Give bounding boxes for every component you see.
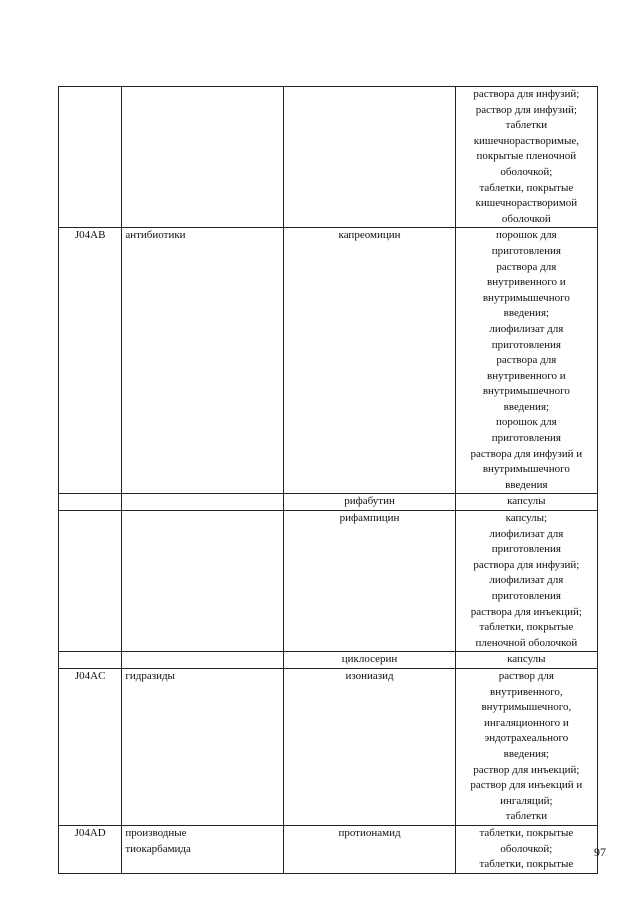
dosage-form-line: раствора для инфузий; xyxy=(473,88,580,100)
drug-name: капреомицин xyxy=(338,229,401,242)
drug-name: рифабутин xyxy=(344,495,395,508)
dosage-form-line: внутримышечного xyxy=(482,463,570,476)
atc-code-cell xyxy=(59,825,122,873)
dosage-form-line: таблетки, покрытые xyxy=(479,621,574,634)
dosage-form-line: капсулы xyxy=(507,653,546,666)
dosage-form-line: раствора для инъекций; xyxy=(470,605,582,618)
atc-code-cell xyxy=(59,494,122,511)
drug-name: изониазид xyxy=(345,669,394,682)
dosage-form-line: ингаляций; xyxy=(500,794,553,807)
dosage-form-line: капсулы xyxy=(507,495,546,508)
dosage-form-line: покрытые пленочной xyxy=(476,150,577,163)
drug-name-cell xyxy=(284,228,455,494)
dosage-form-line: оболочкой xyxy=(501,212,551,225)
group-name-cell xyxy=(122,494,284,511)
dosage-form-line: раствор для инфузий; xyxy=(475,103,577,116)
group-name-cell xyxy=(122,87,284,228)
dosage-form-line: оболочкой; xyxy=(500,842,553,855)
dosage-form-line: таблетки, покрытые xyxy=(479,181,574,194)
dosage-form-line: оболочкой; xyxy=(500,165,553,178)
dosage-form-line: пленочной оболочкой xyxy=(475,636,578,649)
dosage-form-line: кишечнорастворимые, xyxy=(473,134,579,147)
drug-name-cell xyxy=(284,668,455,825)
table-row xyxy=(59,652,598,669)
dosage-form-line: внутримышечного xyxy=(482,291,570,304)
drug-classification-table xyxy=(58,86,598,874)
table-row xyxy=(59,87,598,228)
dosage-form-cell xyxy=(455,494,597,511)
dosage-form-line: внутривенного и xyxy=(487,276,566,289)
dosage-form-line: введения; xyxy=(503,307,550,320)
group-name-line: производные xyxy=(125,826,187,839)
dosage-form-line: порошок для xyxy=(496,229,557,242)
dosage-form-line: лиофилизат для xyxy=(489,322,564,335)
atc-code: J04AD xyxy=(74,826,106,839)
atc-code-cell xyxy=(59,652,122,669)
atc-code-cell xyxy=(59,228,122,494)
dosage-form-line: приготовления xyxy=(491,543,561,556)
dosage-form-line: внутривенного и xyxy=(487,369,566,382)
atc-code-cell xyxy=(59,87,122,228)
dosage-form-line: приготовления xyxy=(491,338,561,351)
dosage-form-line: приготовления xyxy=(491,432,561,445)
table-row xyxy=(59,825,598,873)
dosage-form-line: таблетки, покрытые xyxy=(479,858,574,871)
dosage-form-line: раствора для инфузий и xyxy=(470,447,583,460)
dosage-form-line: раствора для xyxy=(496,354,557,367)
table-row xyxy=(59,228,598,494)
dosage-form-cell xyxy=(455,668,597,825)
dosage-form-line: таблетки xyxy=(505,810,548,823)
dosage-form-line: таблетки xyxy=(505,119,548,132)
dosage-form-line: раствора для xyxy=(496,260,557,273)
dosage-form-line: порошок для xyxy=(496,416,557,429)
dosage-form-line: приготовления xyxy=(491,590,561,602)
dosage-form-line: кишечнорастворимой xyxy=(475,197,578,210)
dosage-form-line: капсулы; xyxy=(505,512,548,525)
dosage-form-line: эндотрахеального xyxy=(484,732,569,745)
atc-code: J04AC xyxy=(74,669,106,682)
dosage-form-line: раствор для инъекций и xyxy=(470,779,583,792)
dosage-form-line: раствора для инфузий; xyxy=(473,558,580,571)
atc-code-cell xyxy=(59,511,122,652)
drug-name: протионамид xyxy=(338,826,401,839)
dosage-form-line: лиофилизат для xyxy=(489,527,564,540)
atc-code-cell xyxy=(59,668,122,825)
table-row xyxy=(59,668,598,825)
group-name-cell xyxy=(122,511,284,652)
dosage-form-cell xyxy=(455,511,597,652)
dosage-form-line: приготовления xyxy=(491,244,561,257)
group-name-cell xyxy=(122,228,284,494)
dosage-form-line: введения; xyxy=(503,747,550,760)
drug-name-cell xyxy=(284,494,455,511)
drug-name: циклосерин xyxy=(341,653,398,666)
dosage-form-line: внутривенного, xyxy=(490,685,563,698)
drug-name: рифампицин xyxy=(339,512,400,525)
dosage-form-line: внутримышечного xyxy=(482,385,570,398)
table-row xyxy=(59,494,598,511)
dosage-form-line: введения xyxy=(505,478,548,491)
group-name-line: антибиотики xyxy=(125,229,186,242)
group-name-line: тиокарбамида xyxy=(125,842,191,855)
drug-name-cell xyxy=(284,652,455,669)
dosage-form-line: таблетки, покрытые xyxy=(479,826,574,839)
dosage-form-cell xyxy=(455,228,597,494)
dosage-form-line: раствор для инъекций; xyxy=(473,763,580,776)
group-name-cell xyxy=(122,668,284,825)
dosage-form-line: внутримышечного, xyxy=(481,701,572,714)
group-name-line: гидразиды xyxy=(125,669,175,682)
page-number: 97 xyxy=(594,845,606,859)
group-name-cell xyxy=(122,825,284,873)
dosage-form-cell xyxy=(455,87,597,228)
dosage-form-line: введения; xyxy=(503,400,550,413)
table-body xyxy=(59,87,598,874)
atc-code: J04AB xyxy=(74,229,106,242)
drug-name-cell xyxy=(284,87,455,228)
dosage-form-line: лиофилизат для xyxy=(489,574,564,587)
group-name-cell xyxy=(122,652,284,669)
dosage-form-cell xyxy=(455,652,597,669)
drug-name-cell xyxy=(284,825,455,873)
dosage-form-line: раствор для xyxy=(498,669,554,682)
dosage-form-line: ингаляционного и xyxy=(483,716,569,729)
table-row xyxy=(59,511,598,652)
drug-name-cell xyxy=(284,511,455,652)
